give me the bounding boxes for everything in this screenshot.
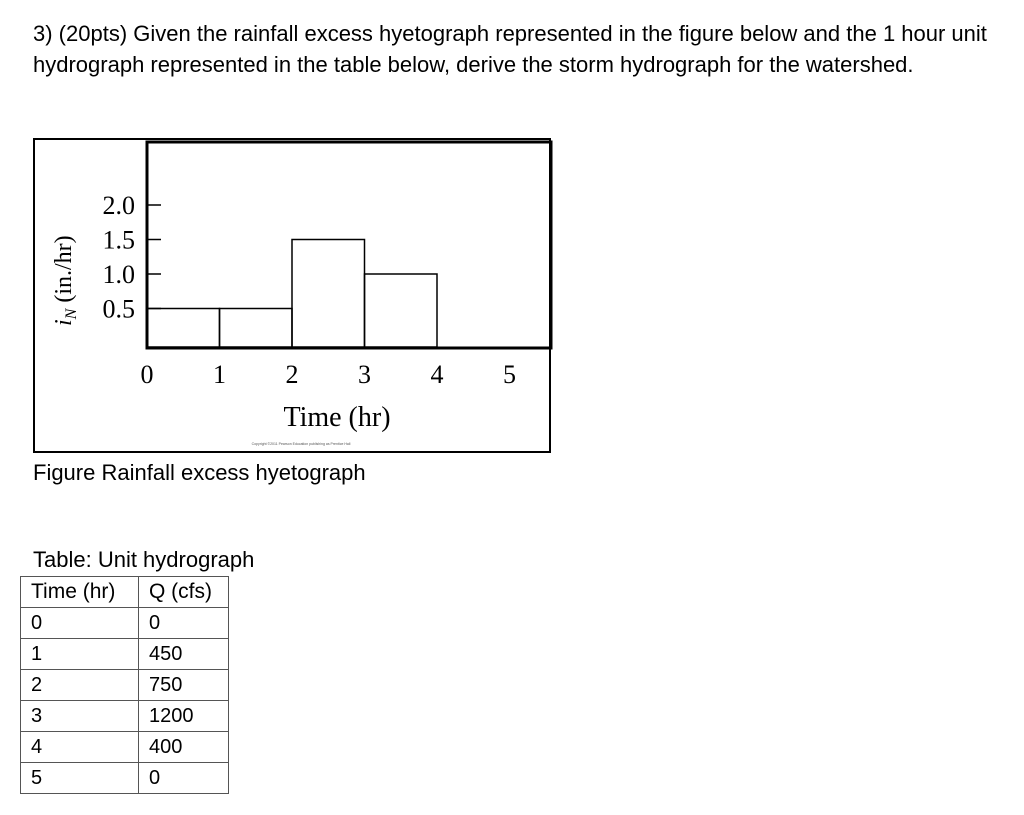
cell-time: 0 (21, 608, 139, 639)
svg-text:iN(in./hr) (51, 235, 80, 326)
table-caption: Table: Unit hydrograph (33, 547, 255, 572)
question-text: 3) (20pts) Given the rainfall excess hyetograph represented in the figure below and the 1 hour unit hydrograph represented in the table below, derive the storm hydrograph for the watershed. (33, 21, 987, 77)
table-row (21, 639, 229, 670)
cell-time: 2 (21, 670, 139, 701)
hyetograph-bar (147, 309, 220, 348)
cell-flow: 0 (139, 763, 229, 794)
table-row (21, 670, 229, 701)
y-tick-label: 0.5 (102, 294, 135, 324)
cell-flow: 400 (139, 732, 229, 763)
hyetograph-bar (365, 274, 438, 347)
x-tick-label: 0 (140, 360, 154, 389)
cell-flow: 0 (139, 608, 229, 639)
cell-time: 3 (21, 701, 139, 732)
y-tick-label: 2.0 (102, 191, 135, 220)
x-tick-label: 2 (285, 360, 299, 389)
table-row (21, 701, 229, 732)
hyetograph-bar (220, 309, 293, 348)
table-row (21, 608, 229, 639)
cell-time: 4 (21, 732, 139, 763)
cell-flow: 750 (139, 670, 229, 701)
header-time: Time (hr) (21, 577, 139, 608)
figure-caption: Figure Rainfall excess hyetograph (33, 460, 366, 485)
y-tick-label: 1.0 (102, 260, 135, 289)
table-header-row (21, 577, 229, 608)
table-row (21, 732, 229, 763)
y-axis-label (51, 235, 80, 326)
cell-time: 1 (21, 639, 139, 670)
plot-frame (147, 142, 551, 348)
cell-flow: 1200 (139, 701, 229, 732)
header-flow: Q (cfs) (139, 577, 229, 608)
cell-flow: 450 (139, 639, 229, 670)
hyetograph-chart (35, 140, 553, 455)
y-axis-subscript: N (63, 308, 80, 320)
x-tick-label: 5 (503, 360, 516, 389)
y-tick-label: 1.5 (102, 225, 135, 255)
y-axis-symbol: i (51, 319, 77, 326)
copyright-text: Copyright ©2011 Pearson Education publishing as Prentice Hall (251, 442, 351, 446)
hyetograph-figure (33, 138, 551, 453)
unit-hydrograph-table (20, 576, 229, 794)
cell-time: 5 (21, 763, 139, 794)
x-tick-label: 1 (213, 360, 226, 389)
x-tick-label: 3 (358, 360, 371, 389)
x-axis-label: Time (hr) (283, 402, 391, 433)
x-tick-label: 4 (430, 360, 444, 389)
table-row (21, 763, 229, 794)
y-axis-units: (in./hr) (51, 235, 77, 303)
hyetograph-bar (292, 240, 365, 348)
